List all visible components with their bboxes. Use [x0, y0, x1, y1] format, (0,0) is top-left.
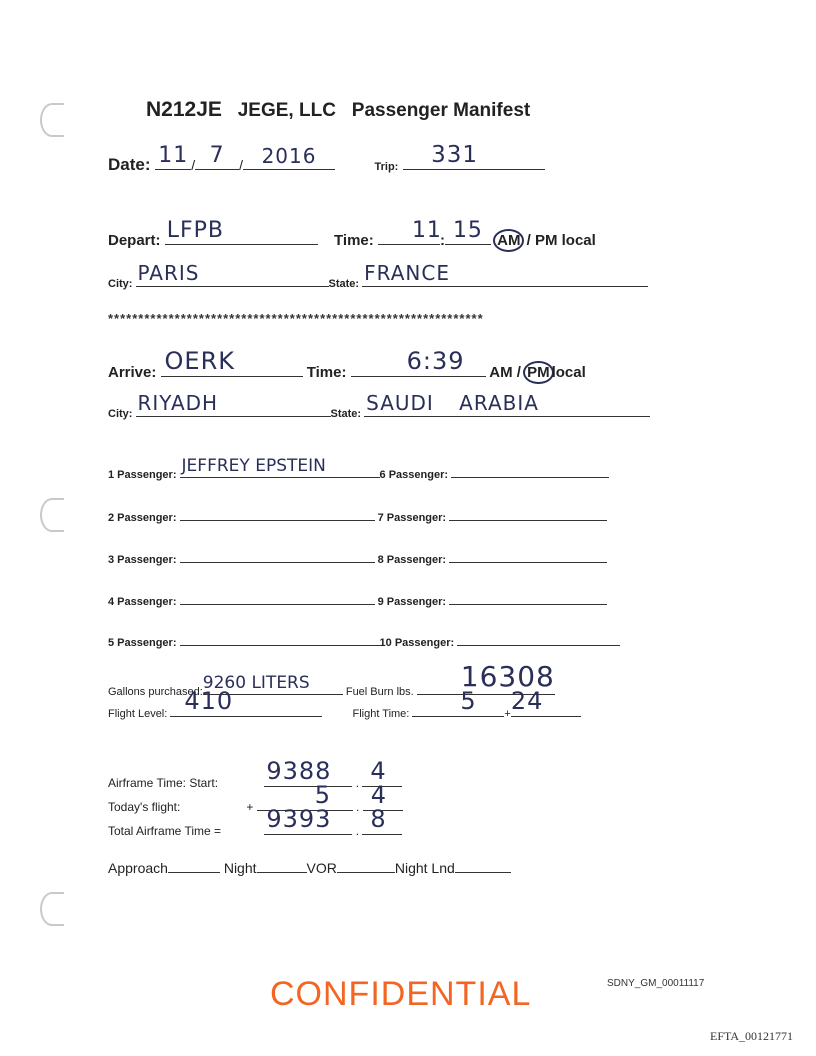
todays-flight-plus: +: [246, 800, 254, 814]
night-landing-field[interactable]: [455, 858, 511, 873]
arrive-time-value: 6:39: [406, 347, 465, 375]
flight-time-hours-value: 5: [460, 687, 477, 715]
binder-hole-bottom: [40, 892, 64, 926]
arrive-pm-circled[interactable]: PM: [523, 361, 554, 384]
arrive-state-field[interactable]: [364, 392, 650, 417]
date-month-field[interactable]: [155, 145, 191, 170]
passenger-3-label: 3 Passenger:: [108, 554, 177, 566]
date-month-value: 11: [158, 143, 189, 168]
passenger-2-label: 2 Passenger:: [108, 512, 177, 524]
depart-city-row: [108, 262, 648, 290]
total-airframe-decimal-value: 8: [370, 805, 387, 833]
gallons-purchased-value: 9260 LITERS: [202, 673, 310, 693]
passenger-4-label: 4 Passenger:: [108, 596, 177, 608]
total-airframe-whole-value: 9393: [266, 805, 332, 833]
depart-pm-local: / PM local: [526, 232, 596, 249]
date-label: Date:: [108, 155, 151, 174]
total-airframe-decimal-field[interactable]: [362, 804, 402, 835]
passenger-2-field[interactable]: [180, 496, 375, 521]
trip-field[interactable]: [403, 142, 545, 170]
night-landing-label: Night Lnd: [394, 860, 455, 876]
passenger-1-field[interactable]: [180, 453, 380, 478]
fuel-burn-label: Fuel Burn lbs.: [345, 686, 414, 698]
depart-city-field[interactable]: [136, 262, 329, 287]
arrive-label: Arrive:: [108, 364, 157, 381]
section-separator: **************************************************************: [108, 311, 484, 326]
date-day-field[interactable]: [195, 145, 239, 170]
passenger-5-field[interactable]: [180, 621, 380, 646]
flight-level-row: [108, 687, 581, 720]
depart-time-label: Time:: [334, 232, 374, 249]
depart-city-value: PARIS: [137, 261, 200, 285]
passenger-9-label: 9 Passenger:: [377, 596, 447, 608]
todays-flight-decimal-value: 4: [370, 781, 388, 809]
passenger-10-field[interactable]: [457, 621, 620, 646]
passenger-3-field[interactable]: [180, 538, 375, 563]
airframe-start-dot: .: [355, 776, 360, 790]
depart-airport-value: LFPB: [166, 218, 224, 243]
depart-time-colon: :: [439, 232, 445, 249]
depart-airport-field[interactable]: [165, 220, 318, 245]
arrive-state-label: State:: [330, 408, 362, 420]
passenger-1-value: JEFFREY EPSTEIN: [181, 456, 326, 476]
flight-time-plus: +: [504, 708, 511, 720]
passenger-row-2: [108, 496, 607, 524]
approach-label: Approach: [108, 860, 168, 876]
arrive-state-value: SAUDI ARABIA: [366, 391, 539, 415]
binder-hole-middle: [40, 498, 64, 532]
flight-time-hours-field[interactable]: [412, 687, 504, 717]
passenger-row-5: [108, 621, 620, 649]
tail-number: N212JE: [146, 98, 222, 121]
flight-level-field[interactable]: [170, 687, 322, 717]
total-airframe-label: Total Airframe Time =: [108, 824, 222, 838]
depart-am-circled[interactable]: AM: [493, 229, 524, 252]
approach-row: [108, 858, 511, 876]
passenger-10-label: 10 Passenger:: [379, 637, 455, 649]
arrive-am-label: AM /: [489, 364, 521, 381]
gallons-purchased-label: Gallons purchased:: [108, 686, 203, 698]
depart-state-label: State:: [328, 278, 360, 290]
passenger-row-3: [108, 538, 607, 566]
passenger-row-4: [108, 580, 607, 608]
fuel-burn-value: 16308: [460, 660, 555, 693]
manifest-title: Passenger Manifest: [351, 100, 531, 121]
bates-number-efta: EFTA_00121771: [710, 1029, 794, 1043]
airframe-total-row: [108, 804, 402, 838]
date-day-value: 7: [209, 143, 225, 168]
page-title: [146, 98, 530, 122]
approach-field[interactable]: [168, 858, 220, 873]
depart-state-value: FRANCE: [364, 261, 450, 285]
passenger-5-label: 5 Passenger:: [108, 637, 177, 649]
airframe-start-decimal-value: 4: [370, 757, 387, 785]
passenger-8-label: 8 Passenger:: [377, 554, 447, 566]
total-airframe-dot: .: [355, 824, 360, 838]
passenger-6-label: 6 Passenger:: [379, 469, 449, 481]
arrive-airport-field[interactable]: [161, 347, 303, 377]
arrive-row: [108, 347, 586, 384]
arrive-time-label: Time:: [306, 364, 347, 381]
date-trip-row: [108, 142, 545, 175]
flight-time-label: Flight Time:: [352, 708, 410, 720]
company-name: JEGE, LLC: [237, 100, 336, 121]
flight-level-value: 410: [184, 687, 234, 715]
trip-label: Trip:: [374, 161, 399, 173]
depart-state-field[interactable]: [362, 262, 648, 287]
vor-label: VOR: [306, 860, 337, 876]
passenger-row-1: [108, 453, 609, 481]
trip-value: 331: [431, 142, 478, 168]
flight-time-minutes-value: 24: [510, 687, 544, 715]
depart-minute-value: 15: [452, 218, 483, 243]
date-year-value: 2016: [261, 144, 317, 168]
binder-hole-top: [40, 103, 64, 137]
todays-flight-whole-value: 5: [314, 781, 331, 809]
arrive-city-value: RIYADH: [137, 391, 219, 415]
depart-city-label: City:: [108, 278, 133, 290]
passenger-9-field[interactable]: [449, 580, 607, 605]
passenger-6-field[interactable]: [451, 453, 609, 478]
passenger-7-label: 7 Passenger:: [377, 512, 447, 524]
arrive-city-field[interactable]: [136, 392, 331, 417]
passenger-7-field[interactable]: [449, 496, 607, 521]
arrive-local-label: local: [551, 364, 586, 381]
date-year-field[interactable]: [243, 145, 335, 170]
arrive-city-row: [108, 392, 650, 420]
airframe-start-whole-value: 9388: [266, 757, 332, 785]
todays-flight-label: Today's flight:: [108, 800, 181, 814]
todays-flight-dot: .: [356, 800, 360, 814]
vor-field[interactable]: [337, 858, 395, 873]
passenger-8-field[interactable]: [449, 538, 607, 563]
date-separator-1: /: [191, 157, 196, 173]
arrive-time-field[interactable]: [351, 347, 486, 377]
depart-label: Depart:: [108, 232, 161, 249]
bates-number-sdny: SDNY_GM_00011117: [607, 978, 705, 989]
depart-hour-field[interactable]: [378, 220, 440, 245]
night-label: Night: [223, 860, 257, 876]
passenger-1-label: 1 Passenger:: [108, 469, 177, 481]
depart-hour-value: 11: [411, 218, 442, 243]
night-field[interactable]: [257, 858, 307, 873]
depart-minute-field[interactable]: [445, 220, 491, 245]
total-airframe-whole-field[interactable]: [264, 804, 352, 835]
confidential-stamp: CONFIDENTIAL: [270, 975, 532, 1013]
airframe-start-label: Airframe Time: Start:: [108, 776, 219, 790]
flight-level-label: Flight Level:: [108, 708, 168, 720]
depart-row: [108, 220, 596, 252]
arrive-airport-value: OERK: [164, 347, 235, 375]
passenger-4-field[interactable]: [180, 580, 375, 605]
flight-time-minutes-field[interactable]: [510, 687, 581, 717]
date-separator-2: /: [239, 157, 244, 173]
arrive-city-label: City:: [108, 408, 133, 420]
